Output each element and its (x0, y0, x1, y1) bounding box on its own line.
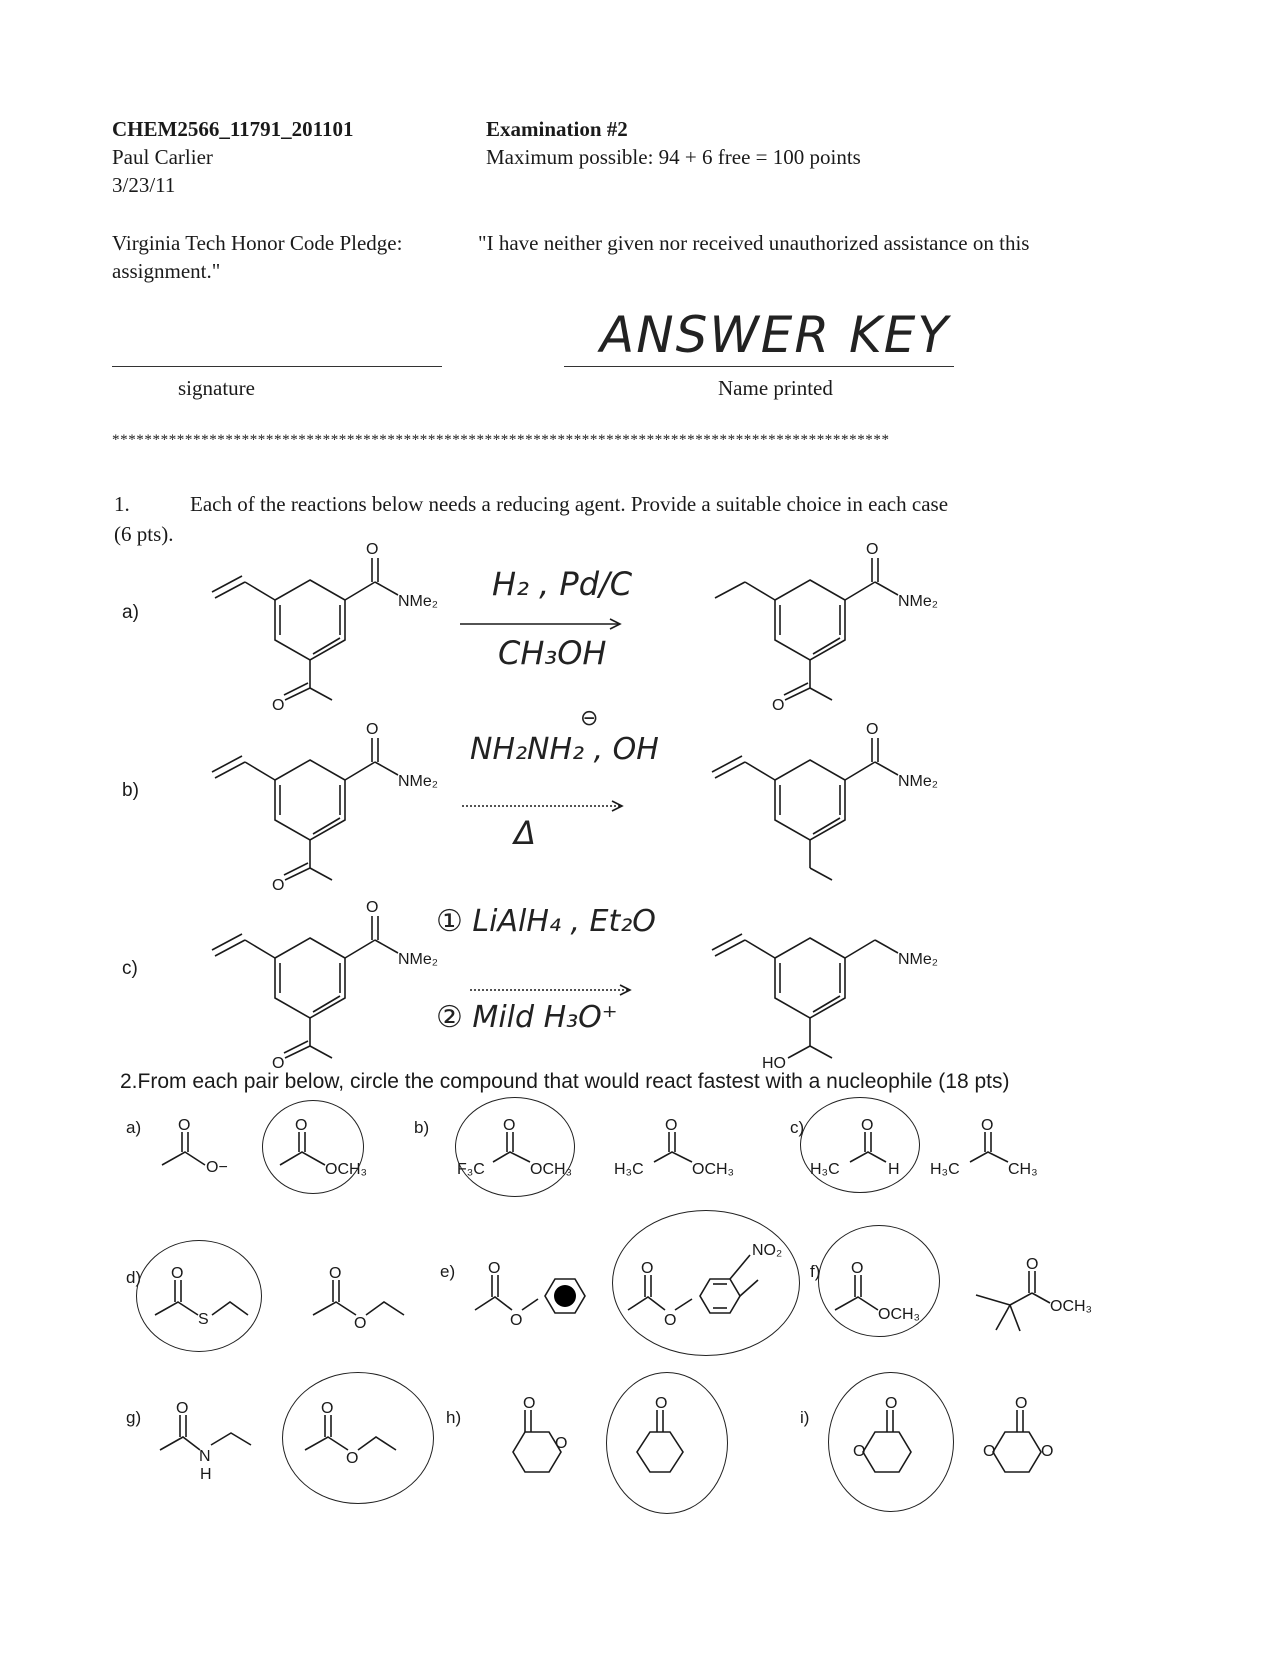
q2d-ethyl-acetate (308, 1260, 418, 1340)
atom-o: O (354, 1315, 367, 1332)
reaction-b-charge: ⊖ (580, 706, 599, 731)
reaction-c-reagent-bottom: ② Mild H₃O⁺ (436, 1000, 618, 1035)
atom-o: O (981, 1117, 994, 1134)
group-nme2: NMe₂ (898, 951, 938, 968)
group-och3: OCH₃ (878, 1306, 921, 1323)
name-printed-label: Name printed (718, 376, 833, 400)
reaction-b-arrow (462, 800, 632, 812)
atom-o: O (885, 1395, 898, 1412)
group-och3: OCH₃ (530, 1161, 573, 1178)
answer-circle-b (455, 1097, 575, 1197)
q1-prompt-2: (6 pts). (114, 522, 174, 546)
q2-label-e: e) (440, 1262, 456, 1281)
atom-nh-h: H (200, 1466, 212, 1483)
group-nme2: NMe₂ (898, 593, 938, 610)
atom-o: O (1015, 1395, 1028, 1412)
atom-o: O (866, 541, 879, 558)
signature-label: signature (178, 376, 255, 400)
pledge-text-1: "I have neither given nor received unauthorized assistance on this (478, 231, 1030, 255)
reaction-c-reagent-top: ① LiAlH₄ , Et₂O (436, 904, 656, 939)
atom-n: N (199, 1448, 211, 1465)
answer-circle-d (136, 1240, 262, 1352)
q2-label-a: a) (126, 1118, 142, 1137)
reaction-a-reagent-top: H₂ , Pd/C (492, 565, 633, 603)
instructor-name: Paul Carlier (112, 145, 213, 169)
atom-o: O (366, 899, 379, 916)
atom-o: O (523, 1395, 536, 1412)
atom-o: O (510, 1312, 523, 1329)
q2-label-g: g) (126, 1408, 142, 1427)
q2-label-i: i) (800, 1408, 810, 1427)
q2c-acetone (928, 1117, 1048, 1180)
q2a-acetate (160, 1117, 250, 1180)
atom-s: S (198, 1311, 209, 1328)
reaction-a-reactant (200, 541, 480, 714)
atom-h: H (888, 1161, 900, 1178)
atom-o: O (176, 1400, 189, 1417)
atom-o: O (321, 1400, 334, 1417)
atom-o: O (655, 1395, 668, 1412)
reaction-a-reagent-bottom: CH₃OH (498, 634, 607, 672)
atom-o: O (346, 1450, 359, 1467)
reaction-c-arrow (470, 984, 640, 996)
reaction-c-product (700, 908, 980, 1072)
pledge-label: Virginia Tech Honor Code Pledge: (112, 231, 403, 255)
q2g-amide (155, 1395, 265, 1485)
atom-o: O (1041, 1443, 1054, 1460)
atom-o: O (983, 1443, 996, 1460)
group-och3: OCH₃ (1050, 1298, 1093, 1315)
reaction-a-product (700, 541, 980, 714)
atom-o: O (178, 1117, 191, 1134)
max-points: Maximum possible: 94 + 6 free = 100 points (486, 145, 861, 169)
q2e-phenyl-acetate (470, 1255, 610, 1345)
answer-circle-a (262, 1100, 364, 1194)
reaction-c-label: c) (122, 958, 138, 979)
answer-circle-g (282, 1372, 434, 1504)
course-code: CHEM2566_11791_201101 (112, 117, 354, 141)
reaction-b-product (700, 721, 980, 890)
atom-o: O (295, 1117, 308, 1134)
reaction-b-reactant (200, 721, 480, 894)
reaction-b-reagent-top: NH₂NH₂ , OH (470, 732, 659, 767)
answer-circle-c (800, 1097, 920, 1193)
group-och3: OCH₃ (692, 1161, 735, 1178)
atom-o: O (488, 1260, 501, 1277)
group-f3c: F₃C (457, 1161, 485, 1178)
atom-o: O (272, 1055, 285, 1072)
group-h3c: H₃C (930, 1161, 960, 1178)
q2-label-c: c) (790, 1118, 805, 1137)
q1-prompt-1: Each of the reactions below needs a reducing agent. Provide a suitable choice in each case (190, 492, 949, 516)
atom-o: O (641, 1260, 654, 1277)
atom-o: O (272, 697, 285, 714)
group-h3c: H₃C (614, 1161, 644, 1178)
reaction-a-label: a) (122, 602, 139, 623)
atom-o: O (272, 877, 285, 894)
q2-label-b: b) (414, 1118, 430, 1137)
answer-circle-i (828, 1372, 954, 1512)
signature-line[interactable] (112, 366, 442, 367)
atom-o: O (366, 721, 379, 738)
answer-circle-f (818, 1225, 940, 1337)
reaction-b-label: b) (122, 780, 139, 801)
atom-o: O (366, 541, 379, 558)
reaction-a-arrow (460, 618, 630, 630)
exam-title: Examination #2 (486, 117, 628, 141)
answer-circle-h (606, 1372, 728, 1514)
atom-o: O (664, 1312, 677, 1329)
atom-o: O (853, 1443, 866, 1460)
q1-number: 1. (114, 492, 130, 516)
q2h-lactone (495, 1390, 585, 1500)
separator-line: ************************************************************************************************ (112, 432, 890, 448)
atom-o: O (555, 1435, 568, 1452)
group-ch3: CH₃ (1008, 1161, 1038, 1178)
group-h3c: H₃C (810, 1161, 840, 1178)
atom-o: O (851, 1260, 864, 1277)
atom-o: O (1026, 1256, 1039, 1273)
exam-date: 3/23/11 (112, 173, 176, 197)
group-no2: NO₂ (752, 1242, 783, 1259)
atom-o: O (329, 1265, 342, 1282)
group-nme2: NMe₂ (898, 773, 938, 790)
atom-o: O (772, 697, 785, 714)
q2-label-f: f) (810, 1262, 821, 1281)
answer-key-handwriting: ANSWER KEY (600, 306, 950, 364)
q2i-cyclic-carbonate (975, 1390, 1075, 1500)
reaction-b-reagent-bottom: Δ (514, 814, 536, 852)
atom-ho: HO (762, 1055, 786, 1072)
atom-o: O (503, 1117, 516, 1134)
atom-o: O (171, 1265, 184, 1282)
q2b-methyl-acetate (612, 1117, 742, 1180)
atom-o: O (665, 1117, 678, 1134)
pledge-text-2: assignment." (112, 259, 221, 283)
group-nme2: NMe₂ (398, 773, 438, 790)
atom-o: O (866, 721, 879, 738)
group-o-minus: O− (206, 1159, 228, 1176)
group-nme2: NMe₂ (398, 951, 438, 968)
q2-label-d: d) (126, 1268, 142, 1287)
group-nme2: NMe₂ (398, 593, 438, 610)
name-line[interactable] (564, 366, 954, 367)
answer-circle-e (612, 1210, 800, 1356)
q2f-methyl-pivalate (968, 1255, 1098, 1345)
group-och3: OCH₃ (325, 1161, 368, 1178)
q2-label-h: h) (446, 1408, 462, 1427)
q2-prompt: 2.From each pair below, circle the compound that would react fastest with a nucleophile (18 pts) (120, 1070, 1010, 1093)
atom-o: O (861, 1117, 874, 1134)
